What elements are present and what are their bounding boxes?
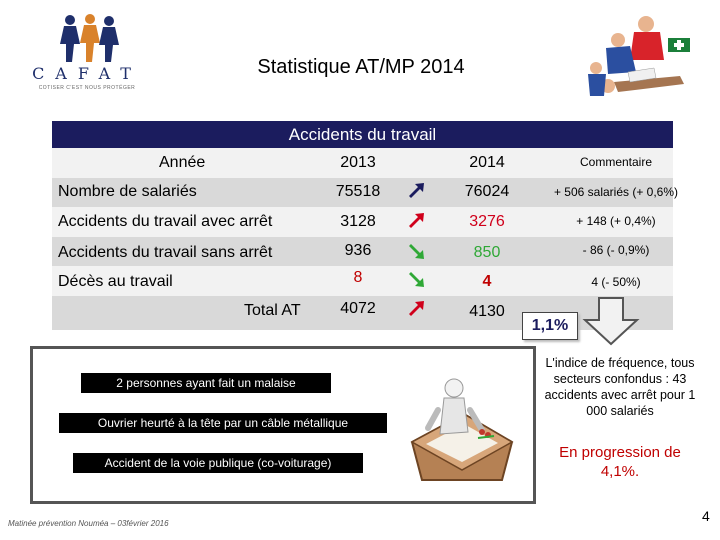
table-title: Accidents du travail: [52, 121, 673, 148]
value-2014: 4: [482, 273, 492, 290]
row-label: Décès au travail: [58, 273, 173, 290]
page-title: Statistique AT/MP 2014: [257, 56, 465, 78]
row-label: Accidents du travail sans arrêt: [58, 244, 273, 261]
column-header-comment: Commentaire: [579, 155, 653, 169]
logo-tagline: COTISER C'EST NOUS PROTÉGER: [38, 85, 136, 91]
logo-wordmark: CAFAT: [32, 64, 142, 83]
footer-text: Matinée prévention Nouméa – 03février 2016: [8, 519, 169, 528]
value-2013: 3128: [340, 213, 376, 230]
event-item: 2 personnes ayant fait un malaise: [81, 373, 331, 393]
page-number: 4: [702, 508, 710, 524]
value-2013: 8: [353, 269, 363, 286]
first-aid-illustration-icon: [584, 10, 696, 100]
value-2013: 75518: [335, 183, 381, 200]
event-item: Ouvrier heurté à la tête par un câble métallique: [59, 413, 387, 433]
value-2014: 850: [473, 244, 501, 261]
value-2014: 76024: [464, 183, 510, 200]
coffin-illustration-icon: [394, 372, 520, 490]
progression-note: En progression de 4,1%.: [559, 444, 681, 480]
column-header-year: Année: [159, 154, 206, 171]
value-2013: 936: [344, 242, 372, 259]
total-2013: 4072: [340, 300, 376, 317]
value-2014: 3276: [469, 213, 505, 230]
frequency-note: L'indice de fréquence, tous secteurs confondus : 43 accidents avec arrêt pour 1 000 salariés: [544, 356, 696, 418]
row-comment: + 148 (+ 0,4%): [576, 214, 656, 228]
row-comment: + 506 salariés (+ 0,6%): [553, 185, 679, 199]
event-item: Accident de la voie publique (co-voiturage): [73, 453, 363, 473]
trend-up-arrow-icon: [406, 299, 426, 319]
total-label: Total AT: [244, 302, 301, 319]
trend-down-arrow-icon: [406, 241, 426, 261]
progress-badge: 1,1%: [522, 312, 578, 340]
accidents-table: [52, 148, 679, 330]
cafat-logo: [26, 14, 148, 92]
row-label: Nombre de salariés: [58, 183, 197, 200]
row-comment: - 86 (- 0,9%): [582, 243, 650, 257]
trend-down-arrow-icon: [406, 269, 426, 289]
row-label: Accidents du travail avec arrêt: [58, 213, 273, 230]
row-comment: 4 (- 50%): [591, 275, 641, 289]
cafat-figures-icon: [54, 14, 124, 64]
down-arrow-icon: [582, 296, 640, 346]
total-2014: 4130: [469, 303, 505, 320]
trend-up-arrow-icon: [406, 211, 426, 231]
trend-up-arrow-icon: [406, 181, 426, 201]
column-header-2014: 2014: [469, 154, 505, 171]
column-header-2013: 2013: [340, 154, 376, 171]
